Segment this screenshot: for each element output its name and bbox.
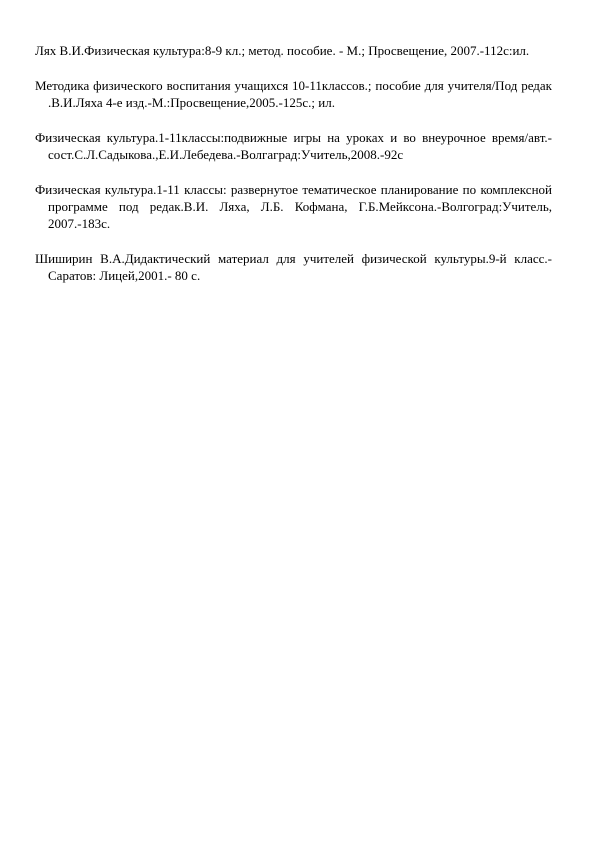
reference-item: Лях В.И.Физическая культура:8-9 кл.; метод. пособие. - М.; Просвещение, 2007.-112с:ил. — [35, 43, 530, 58]
reference-item: Шиширин В.А.Дидактический материал для учителей физической культуры.9-й класс.- Саратов: Лицей,2001.- 80 с. — [35, 251, 552, 283]
reference-item: Физическая культура.1-11классы:подвижные игры на уроках и во внеурочное время/авт.-сост.С.Л.Садыкова.,Е.И.Лебедева.-Волгаград:Учитель,2008.-92с — [35, 130, 552, 162]
reference-item: Физическая культура.1-11 классы: развернутое тематическое планирование по комплексной программе под редак.В.И. Ляха, Л.Б. Кофмана, Г.Б.Мейксона.-Волгоград:Учитель, 2007.-183с. — [35, 182, 552, 231]
reference-item: Методика физического воспитания учащихся 10-11классов.; пособие для учителя/Под редак .В.И.Ляха 4-е изд.-М.:Просвещение,2005.-125с.; ил. — [35, 78, 552, 110]
reference-list — [35, 42, 552, 302]
